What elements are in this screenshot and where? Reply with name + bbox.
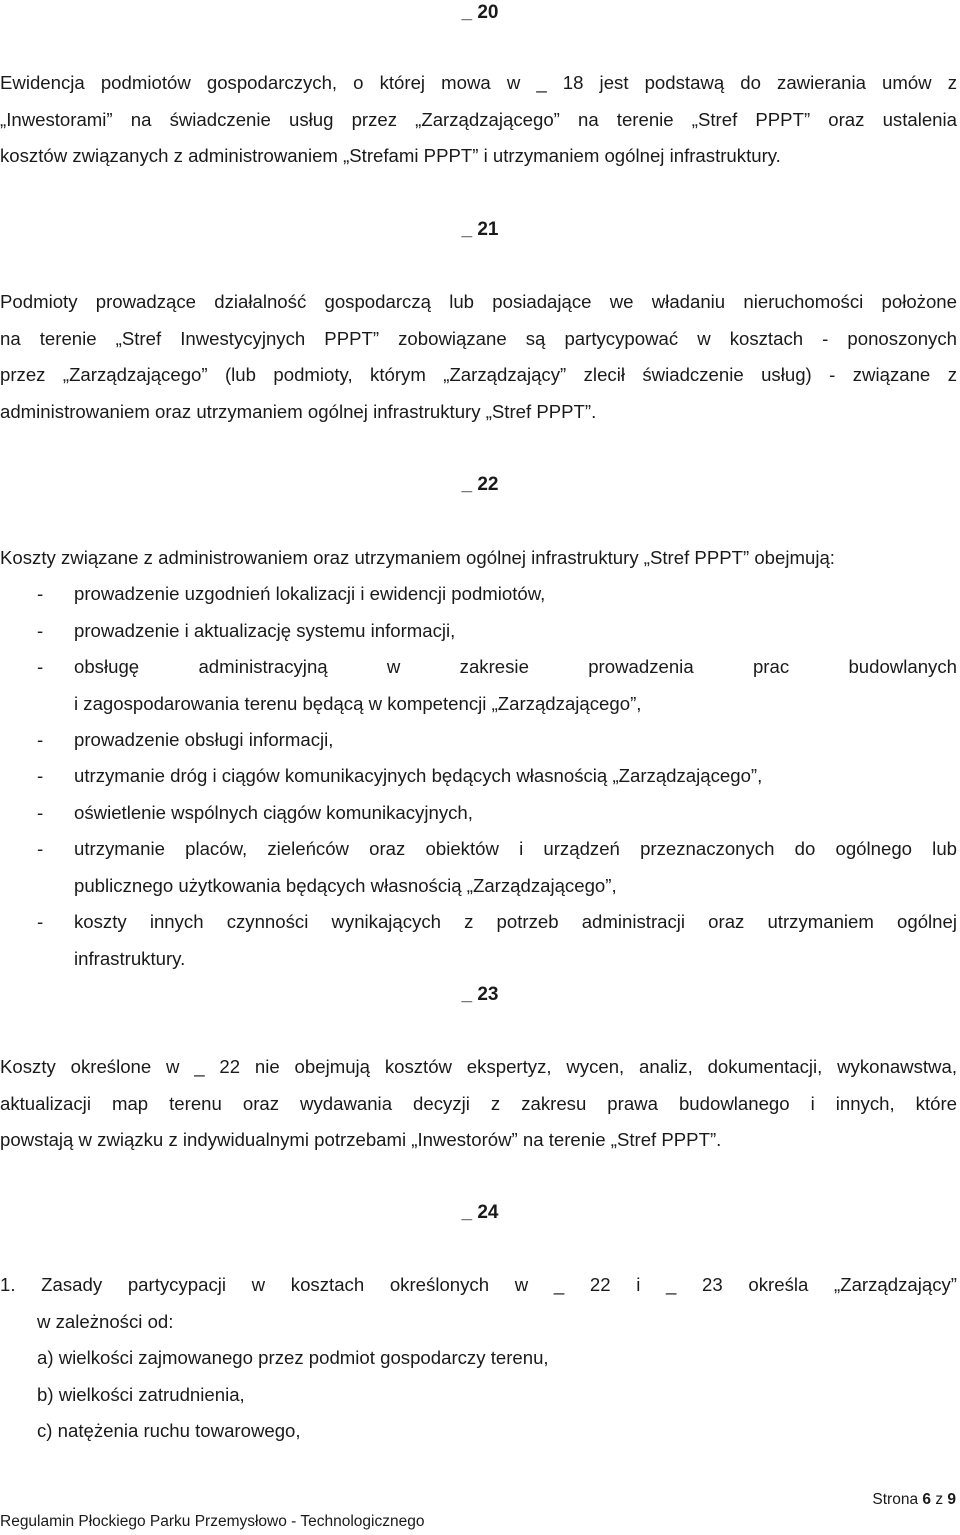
section-21-paragraph xyxy=(0,284,957,430)
list-item-text: prowadzenie obsługi informacji, xyxy=(74,729,334,750)
point-line: 1. Zasady partycypacji w kosztach określonych w _ 22 i _ 23 określa „Zarządzający” xyxy=(0,1274,957,1295)
page-prefix: Strona xyxy=(872,1491,919,1508)
list-dash: - xyxy=(37,765,44,786)
list-item-text: utrzymanie placów, zieleńców oraz obiektów i urządzeń przeznaczonych do ogólnego lub xyxy=(74,838,957,859)
paragraph-line: kosztów związanych z administrowaniem „Strefami PPPT” i utrzymaniem ogólnej infrastruktury. xyxy=(0,145,781,167)
page-number xyxy=(872,1491,956,1509)
section-heading-20: _ 20 xyxy=(461,2,499,23)
paragraph-line: „Inwestorami” na świadczenie usług przez „Zarządzającego” na terenie „Stref PPPT” oraz ustalenia xyxy=(0,108,957,130)
list-dash: - xyxy=(37,620,44,641)
paragraph-line: Koszty określone w _ 22 nie obejmują kosztów ekspertyz, wycen, analiz, dokumentacji, wykonawstwa, xyxy=(0,1056,957,1077)
list-dash: - xyxy=(37,838,44,859)
list-dash: - xyxy=(37,583,44,604)
list-item-text: oświetlenie wspólnych ciągów komunikacyjnych, xyxy=(74,802,473,823)
list-item-text: infrastruktury. xyxy=(74,947,186,969)
paragraph-line: Ewidencja podmiotów gospodarczych, o której mowa w _ 18 jest podstawą do zawierania umów z xyxy=(0,72,957,93)
list-dash: - xyxy=(37,802,44,823)
list-item-text: utrzymanie dróg i ciągów komunikacyjnych będących własnością „Zarządzającego”, xyxy=(74,765,763,786)
list-item-text: koszty innych czynności wynikających z potrzeb administracji oraz utrzymaniem ogólnej xyxy=(74,911,957,932)
list-item-text: publicznego użytkowania będących własnością „Zarządzającego”, xyxy=(74,874,617,896)
paragraph-line: administrowaniem oraz utrzymaniem ogólnej infrastruktury „Stref PPPT”. xyxy=(0,400,597,422)
list-dash: - xyxy=(37,729,44,750)
document-title: Regulamin Płockiego Parku Przemysłowo - Technologicznego xyxy=(0,1513,425,1530)
section-23-paragraph xyxy=(0,1049,957,1159)
list-item-text: i zagospodarowania terenu będącą w kompetencji „Zarządzającego”, xyxy=(74,692,642,714)
list-dash: - xyxy=(37,656,44,677)
section-heading-21: _ 21 xyxy=(461,219,499,240)
paragraph-line: Koszty związane z administrowaniem oraz utrzymaniem ogólnej infrastruktury „Stref PPPT” obejmują: xyxy=(0,547,835,568)
paragraph-line: przez „Zarządzającego” (lub podmioty, którym „Zarządzający” zlecił świadczenie usług) - związane z xyxy=(0,364,957,386)
page-separator: z xyxy=(935,1491,944,1508)
sub-item: c) natężenia ruchu towarowego, xyxy=(37,1420,301,1442)
section-heading-22: _ 22 xyxy=(461,474,499,495)
section-22-intro xyxy=(0,540,957,577)
list-item-text: obsługę administracyjną w zakresie prowadzenia prac budowlanych xyxy=(74,656,957,677)
sub-item: b) wielkości zatrudnienia, xyxy=(37,1383,245,1405)
list-dash: - xyxy=(37,911,44,932)
list-item-text: prowadzenie uzgodnień lokalizacji i ewidencji podmiotów, xyxy=(74,583,546,604)
page-total: 9 xyxy=(947,1491,956,1508)
section-24-point-1 xyxy=(0,1267,957,1450)
paragraph-line: powstają w związku z indywidualnymi potrzebami „Inwestorów” na terenie „Stref PPPT”. xyxy=(0,1129,722,1151)
page-current: 6 xyxy=(922,1491,931,1508)
paragraph-line: na terenie „Stref Inwestycyjnych PPPT” zobowiązane są partycypować w kosztach - ponoszonych xyxy=(0,327,957,349)
paragraph-line: Podmioty prowadzące działalność gospodarczą lub posiadające we władaniu nieruchomości położone xyxy=(0,291,957,312)
section-heading-23: _ 23 xyxy=(461,984,499,1005)
list-item-text: prowadzenie i aktualizację systemu informacji, xyxy=(74,620,456,641)
section-heading-24: _ 24 xyxy=(461,1202,499,1223)
sub-item: a) wielkości zajmowanego przez podmiot gospodarczy terenu, xyxy=(37,1347,549,1369)
section-20-paragraph xyxy=(0,65,957,175)
point-line: w zależności od: xyxy=(37,1310,174,1332)
paragraph-line: aktualizacji map terenu oraz wydawania decyzji z zakresu prawa budowlanego i innych, które xyxy=(0,1092,957,1114)
